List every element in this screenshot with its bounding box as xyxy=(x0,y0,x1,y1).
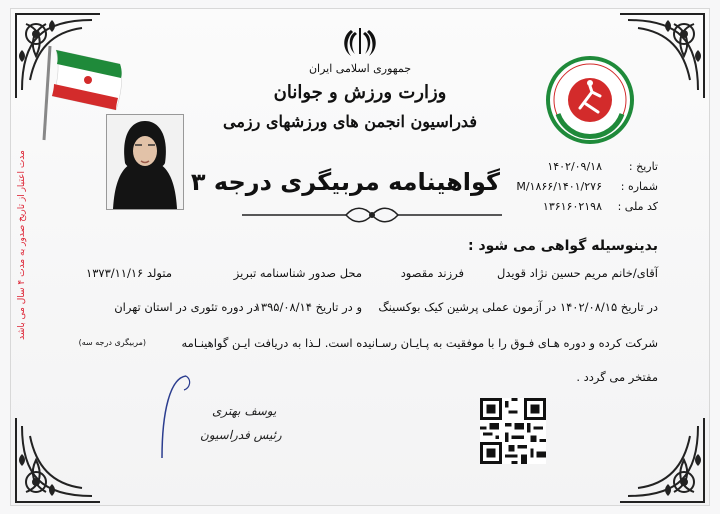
holder-name: آقای/خانم مریم حسین نژاد قویدل xyxy=(496,266,658,280)
intro-text: بدینوسیله گواهی می شود : xyxy=(467,238,658,254)
issue-place: محل صدور شناسنامه تبریز xyxy=(233,266,362,280)
signatory-name: یوسف بهتری xyxy=(212,404,277,418)
grade-note: (مربیگری درجه سه) xyxy=(78,338,146,347)
validity-note xyxy=(12,150,32,340)
ornament-corner-bottom-right xyxy=(616,414,708,506)
meta-number xyxy=(516,180,658,193)
republic-heading: جمهوری اسلامی ایران xyxy=(308,62,412,75)
ornament-corner-bottom-left xyxy=(12,414,104,506)
completion-text: شرکت کرده و دوره هـای فـوق را با موفقیت به پـایـان رسـانیده است. لـذا به دریافت ایـن گواهینـامه xyxy=(181,336,658,350)
validity-note-text: مدت اعتبار از تاریخ صدور به مدت ۴ سال می باشد xyxy=(17,150,27,340)
certificate-title: گواهینامه مربیگری درجه ۳ xyxy=(190,168,500,196)
date-label: تاریخ : xyxy=(628,160,658,173)
qr-code[interactable] xyxy=(480,398,546,464)
meta-date xyxy=(547,160,658,173)
birth-date: متولد ۱۳۷۳/۱۱/۱۶ xyxy=(86,266,172,280)
number-label: شماره : xyxy=(620,180,658,193)
national-code-label: کد ملی : xyxy=(617,200,658,213)
theory-place: در دوره تئوری در استان تهران xyxy=(114,300,258,314)
iran-emblem-icon xyxy=(340,22,380,62)
date-value: ۱۴۰۲/۰۹/۱۸ xyxy=(547,160,602,173)
theory-date: و در تاریخ ۱۳۹۵/۰۸/۱۴ xyxy=(254,300,362,314)
ornamental-divider xyxy=(242,206,502,224)
father-name: فرزند مقصود xyxy=(400,266,464,280)
exam-text: در تاریخ ۱۴۰۲/۰۸/۱۵ در آزمون عملی پرشین کیک بوکسینگ xyxy=(378,300,658,314)
national-code-value: ۱۳۶۱۶۰۲۱۹۸ xyxy=(542,200,602,213)
ministry-heading: وزارت ورزش و جوانان xyxy=(273,82,447,103)
closing-text: مفتخر می گردد . xyxy=(576,370,658,384)
meta-national-code xyxy=(543,200,658,213)
federation-heading: فدراسیون انجمن های ورزشهای رزمی xyxy=(223,112,477,131)
holder-photo xyxy=(106,114,184,210)
signatory-title: رئیس فدراسیون xyxy=(200,428,282,442)
number-value: ۱۴۰۱/۲۷۶/M/۱۸۶۶ xyxy=(516,180,602,193)
federation-logo xyxy=(546,56,634,144)
